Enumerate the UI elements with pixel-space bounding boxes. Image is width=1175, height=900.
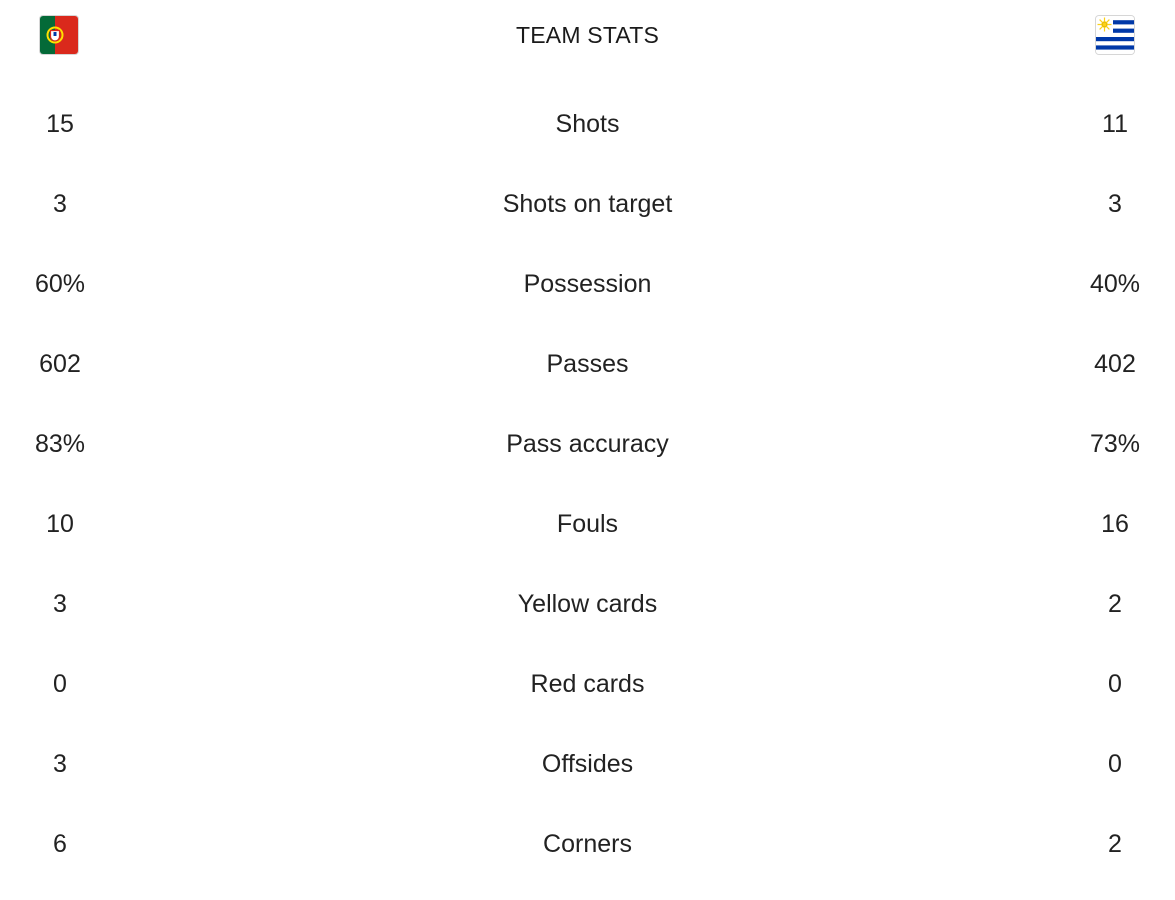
away-value: 73% — [1089, 430, 1141, 458]
away-value: 3 — [1108, 190, 1122, 218]
stat-label: Possession — [523, 270, 652, 298]
stat-label: Passes — [546, 350, 629, 378]
stats-header — [0, 0, 1175, 72]
home-value: 0 — [53, 670, 67, 698]
stat-row-pass-accuracy — [0, 424, 1175, 464]
stat-row-fouls — [0, 504, 1175, 544]
stat-label: Red cards — [530, 670, 645, 698]
home-value: 3 — [53, 590, 67, 618]
stat-row-red-cards — [0, 664, 1175, 704]
away-value: 16 — [1101, 510, 1129, 538]
stat-row-possession — [0, 264, 1175, 304]
home-value: 15 — [46, 110, 74, 138]
page-title: TEAM STATS — [516, 22, 659, 48]
stat-label: Yellow cards — [517, 590, 658, 618]
home-value: 602 — [39, 350, 81, 378]
home-value: 60% — [34, 270, 86, 298]
away-value: 2 — [1108, 830, 1122, 858]
home-value: 6 — [53, 830, 67, 858]
away-value: 40% — [1089, 270, 1141, 298]
stat-row-offsides — [0, 744, 1175, 784]
home-value: 10 — [46, 510, 74, 538]
stat-label: Corners — [543, 830, 632, 858]
home-value: 3 — [53, 750, 67, 778]
away-value: 402 — [1094, 350, 1136, 378]
home-value: 83% — [34, 430, 86, 458]
uruguay-flag-icon — [1096, 16, 1134, 54]
stat-label: Pass accuracy — [506, 430, 669, 458]
away-value: 11 — [1102, 110, 1128, 138]
stat-label: Offsides — [541, 750, 634, 778]
stat-row-corners — [0, 824, 1175, 864]
home-value: 3 — [53, 190, 67, 218]
stat-row-yellow-cards — [0, 584, 1175, 624]
stat-row-passes — [0, 344, 1175, 384]
away-value: 2 — [1108, 590, 1122, 618]
stat-row-shots — [0, 104, 1175, 144]
stat-label: Shots on target — [502, 190, 673, 218]
away-value: 0 — [1108, 670, 1122, 698]
away-value: 0 — [1108, 750, 1122, 778]
stat-row-shots-on-target — [0, 184, 1175, 224]
stat-label: Shots — [555, 110, 620, 138]
stat-label: Fouls — [556, 510, 619, 538]
